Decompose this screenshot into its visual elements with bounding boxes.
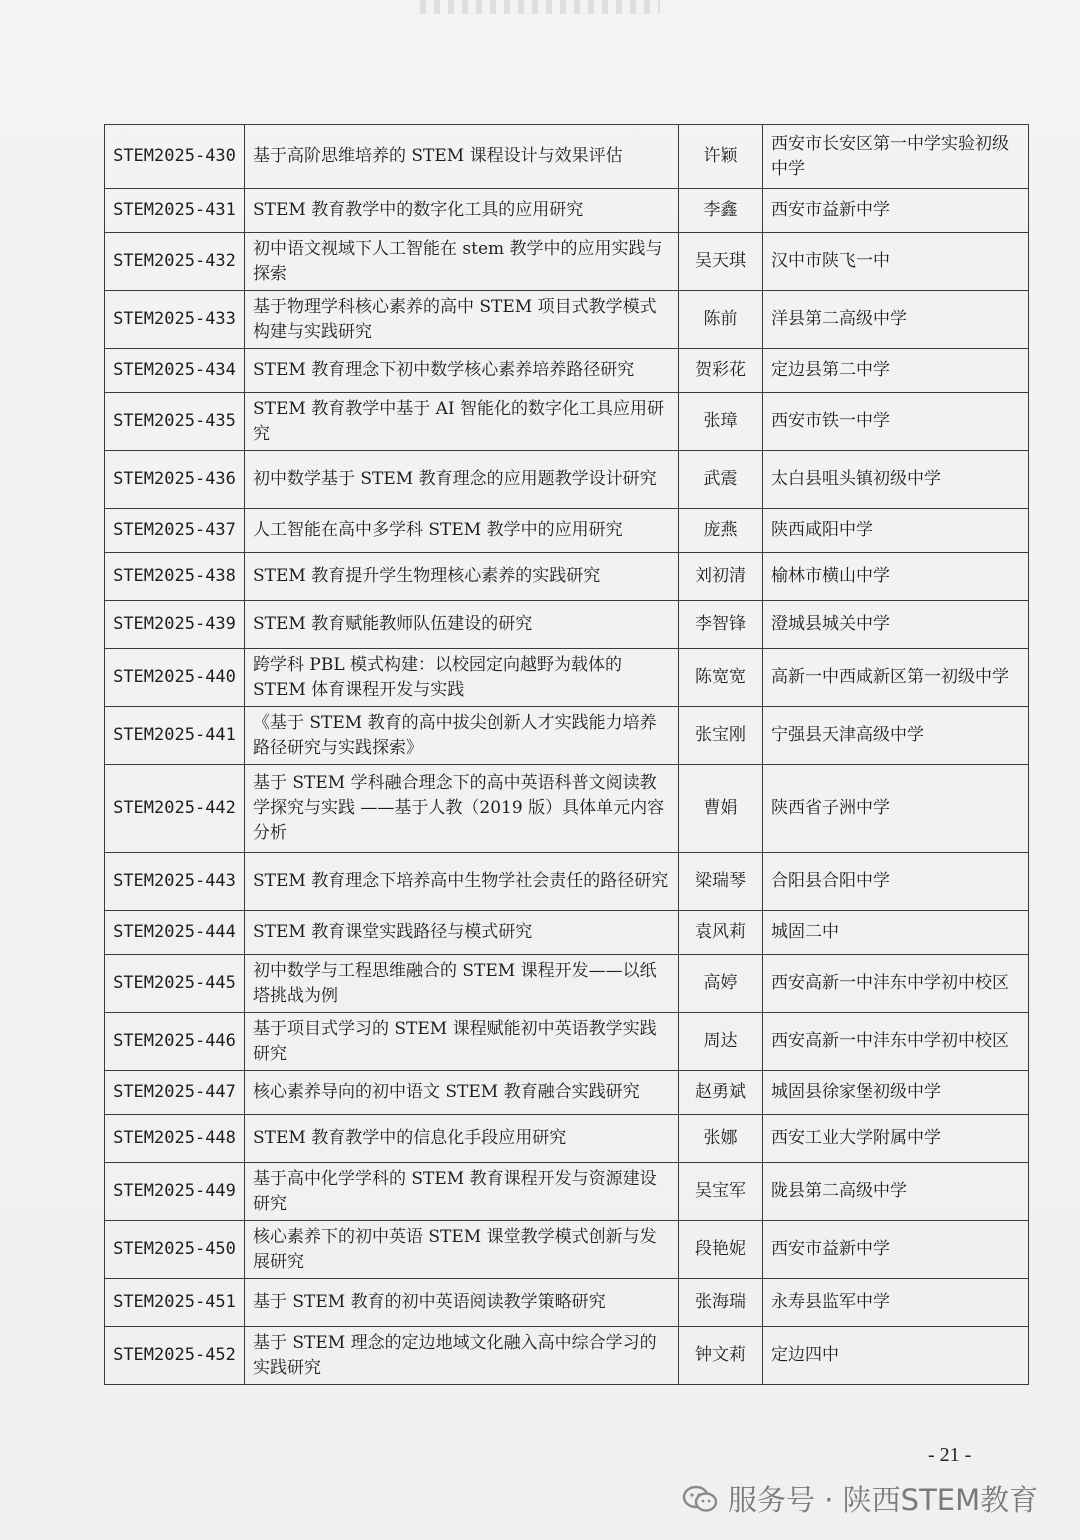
wechat-service-icon <box>682 1485 718 1513</box>
person-cell: 梁瑞琴 <box>679 853 763 911</box>
org-cell: 城固县徐家堡初级中学 <box>763 1071 1029 1115</box>
code-cell: STEM2025-449 <box>105 1163 245 1221</box>
code-cell: STEM2025-432 <box>105 233 245 291</box>
title-cell: STEM 教育理念下初中数学核心素养培养路径研究 <box>245 349 679 393</box>
title-cell: 核心素养下的初中英语 STEM 课堂教学模式创新与发展研究 <box>245 1221 679 1279</box>
org-cell: 西安市益新中学 <box>763 1221 1029 1279</box>
org-cell: 宁强县天津高级中学 <box>763 707 1029 765</box>
org-cell: 城固二中 <box>763 911 1029 955</box>
table-row <box>105 1163 1029 1221</box>
page-number: - 21 - <box>928 1444 972 1466</box>
org-cell: 合阳县合阳中学 <box>763 853 1029 911</box>
org-cell: 太白县咀头镇初级中学 <box>763 451 1029 509</box>
title-cell: 《基于 STEM 教育的高中拔尖创新人才实践能力培养路径研究与实践探索》 <box>245 707 679 765</box>
person-cell: 张璋 <box>679 393 763 451</box>
title-cell: 初中语文视域下人工智能在 stem 教学中的应用实践与探索 <box>245 233 679 291</box>
org-cell: 定边县第二中学 <box>763 349 1029 393</box>
code-cell: STEM2025-446 <box>105 1013 245 1071</box>
code-cell: STEM2025-436 <box>105 451 245 509</box>
table-row <box>105 393 1029 451</box>
title-cell: 核心素养导向的初中语文 STEM 教育融合实践研究 <box>245 1071 679 1115</box>
table-body <box>105 125 1029 1385</box>
org-cell: 西安高新一中沣东中学初中校区 <box>763 955 1029 1013</box>
title-cell: STEM 教育理念下培养高中生物学社会责任的路径研究 <box>245 853 679 911</box>
title-cell: 基于项目式学习的 STEM 课程赋能初中英语教学实践研究 <box>245 1013 679 1071</box>
person-cell: 段艳妮 <box>679 1221 763 1279</box>
title-cell: 基于 STEM 教育的初中英语阅读教学策略研究 <box>245 1279 679 1327</box>
title-cell: STEM 教育赋能教师队伍建设的研究 <box>245 601 679 649</box>
code-cell: STEM2025-447 <box>105 1071 245 1115</box>
table-row <box>105 451 1029 509</box>
code-cell: STEM2025-430 <box>105 125 245 189</box>
table-row <box>105 955 1029 1013</box>
code-cell: STEM2025-442 <box>105 765 245 853</box>
title-cell: STEM 教育教学中基于 AI 智能化的数字化工具应用研究 <box>245 393 679 451</box>
org-cell: 高新一中西咸新区第一初级中学 <box>763 649 1029 707</box>
title-cell: 基于高阶思维培养的 STEM 课程设计与效果评估 <box>245 125 679 189</box>
title-cell: 基于 STEM 学科融合理念下的高中英语科普文阅读教学探究与实践 ——基于人教（2019 版）具体单元内容分析 <box>245 765 679 853</box>
org-cell: 榆林市横山中学 <box>763 553 1029 601</box>
org-cell: 汉中市陕飞一中 <box>763 233 1029 291</box>
org-cell: 永寿县监军中学 <box>763 1279 1029 1327</box>
org-cell: 洋县第二高级中学 <box>763 291 1029 349</box>
code-cell: STEM2025-452 <box>105 1327 245 1385</box>
title-cell: STEM 教育教学中的信息化手段应用研究 <box>245 1115 679 1163</box>
table-row <box>105 765 1029 853</box>
title-cell: 基于物理学科核心素养的高中 STEM 项目式教学模式构建与实践研究 <box>245 291 679 349</box>
org-cell: 定边四中 <box>763 1327 1029 1385</box>
code-cell: STEM2025-439 <box>105 601 245 649</box>
table-row <box>105 1327 1029 1385</box>
bleed-through-mark <box>420 0 660 14</box>
title-cell: 初中数学与工程思维融合的 STEM 课程开发——以纸塔挑战为例 <box>245 955 679 1013</box>
title-cell: 初中数学基于 STEM 教育理念的应用题教学设计研究 <box>245 451 679 509</box>
title-cell: 基于 STEM 理念的定边地域文化融入高中综合学习的实践研究 <box>245 1327 679 1385</box>
table-row <box>105 349 1029 393</box>
person-cell: 周达 <box>679 1013 763 1071</box>
person-cell: 庞燕 <box>679 509 763 553</box>
person-cell: 吴宝军 <box>679 1163 763 1221</box>
code-cell: STEM2025-440 <box>105 649 245 707</box>
code-cell: STEM2025-435 <box>105 393 245 451</box>
table-row <box>105 1071 1029 1115</box>
watermark <box>682 1478 1038 1519</box>
title-cell: 人工智能在高中多学科 STEM 教学中的应用研究 <box>245 509 679 553</box>
code-cell: STEM2025-431 <box>105 189 245 233</box>
code-cell: STEM2025-450 <box>105 1221 245 1279</box>
person-cell: 李智锋 <box>679 601 763 649</box>
org-cell: 陕西咸阳中学 <box>763 509 1029 553</box>
code-cell: STEM2025-434 <box>105 349 245 393</box>
table-row <box>105 707 1029 765</box>
person-cell: 吴天琪 <box>679 233 763 291</box>
table-row <box>105 601 1029 649</box>
code-cell: STEM2025-445 <box>105 955 245 1013</box>
person-cell: 张宝刚 <box>679 707 763 765</box>
table-row <box>105 1013 1029 1071</box>
table-row <box>105 233 1029 291</box>
person-cell: 钟文莉 <box>679 1327 763 1385</box>
code-cell: STEM2025-451 <box>105 1279 245 1327</box>
org-cell: 西安市铁一中学 <box>763 393 1029 451</box>
code-cell: STEM2025-448 <box>105 1115 245 1163</box>
org-cell: 西安工业大学附属中学 <box>763 1115 1029 1163</box>
table-row <box>105 553 1029 601</box>
code-cell: STEM2025-444 <box>105 911 245 955</box>
table-row <box>105 1115 1029 1163</box>
person-cell: 张娜 <box>679 1115 763 1163</box>
person-cell: 武震 <box>679 451 763 509</box>
person-cell: 张海瑞 <box>679 1279 763 1327</box>
table-row <box>105 1279 1029 1327</box>
person-cell: 曹娟 <box>679 765 763 853</box>
title-cell: 基于高中化学学科的 STEM 教育课程开发与资源建设研究 <box>245 1163 679 1221</box>
code-cell: STEM2025-441 <box>105 707 245 765</box>
table-row <box>105 291 1029 349</box>
person-cell: 陈宽宽 <box>679 649 763 707</box>
org-cell: 西安高新一中沣东中学初中校区 <box>763 1013 1029 1071</box>
project-list-table <box>104 124 1029 1385</box>
code-cell: STEM2025-437 <box>105 509 245 553</box>
title-cell: STEM 教育教学中的数字化工具的应用研究 <box>245 189 679 233</box>
person-cell: 刘初清 <box>679 553 763 601</box>
table-row <box>105 649 1029 707</box>
table-row <box>105 509 1029 553</box>
person-cell: 许颖 <box>679 125 763 189</box>
person-cell: 李鑫 <box>679 189 763 233</box>
table-row <box>105 125 1029 189</box>
table-row <box>105 189 1029 233</box>
code-cell: STEM2025-438 <box>105 553 245 601</box>
title-cell: STEM 教育提升学生物理核心素养的实践研究 <box>245 553 679 601</box>
org-cell: 澄城县城关中学 <box>763 601 1029 649</box>
org-cell: 西安市长安区第一中学实验初级中学 <box>763 125 1029 189</box>
title-cell: STEM 教育课堂实践路径与模式研究 <box>245 911 679 955</box>
person-cell: 袁风莉 <box>679 911 763 955</box>
person-cell: 陈前 <box>679 291 763 349</box>
org-cell: 陇县第二高级中学 <box>763 1163 1029 1221</box>
table-row <box>105 911 1029 955</box>
title-cell: 跨学科 PBL 模式构建：以校园定向越野为载体的 STEM 体育课程开发与实践 <box>245 649 679 707</box>
code-cell: STEM2025-433 <box>105 291 245 349</box>
watermark-text: 服务号 · 陕西STEM教育 <box>728 1483 1039 1517</box>
person-cell: 赵勇斌 <box>679 1071 763 1115</box>
person-cell: 贺彩花 <box>679 349 763 393</box>
org-cell: 西安市益新中学 <box>763 189 1029 233</box>
table-row <box>105 853 1029 911</box>
org-cell: 陕西省子洲中学 <box>763 765 1029 853</box>
code-cell: STEM2025-443 <box>105 853 245 911</box>
person-cell: 高婷 <box>679 955 763 1013</box>
table-row <box>105 1221 1029 1279</box>
